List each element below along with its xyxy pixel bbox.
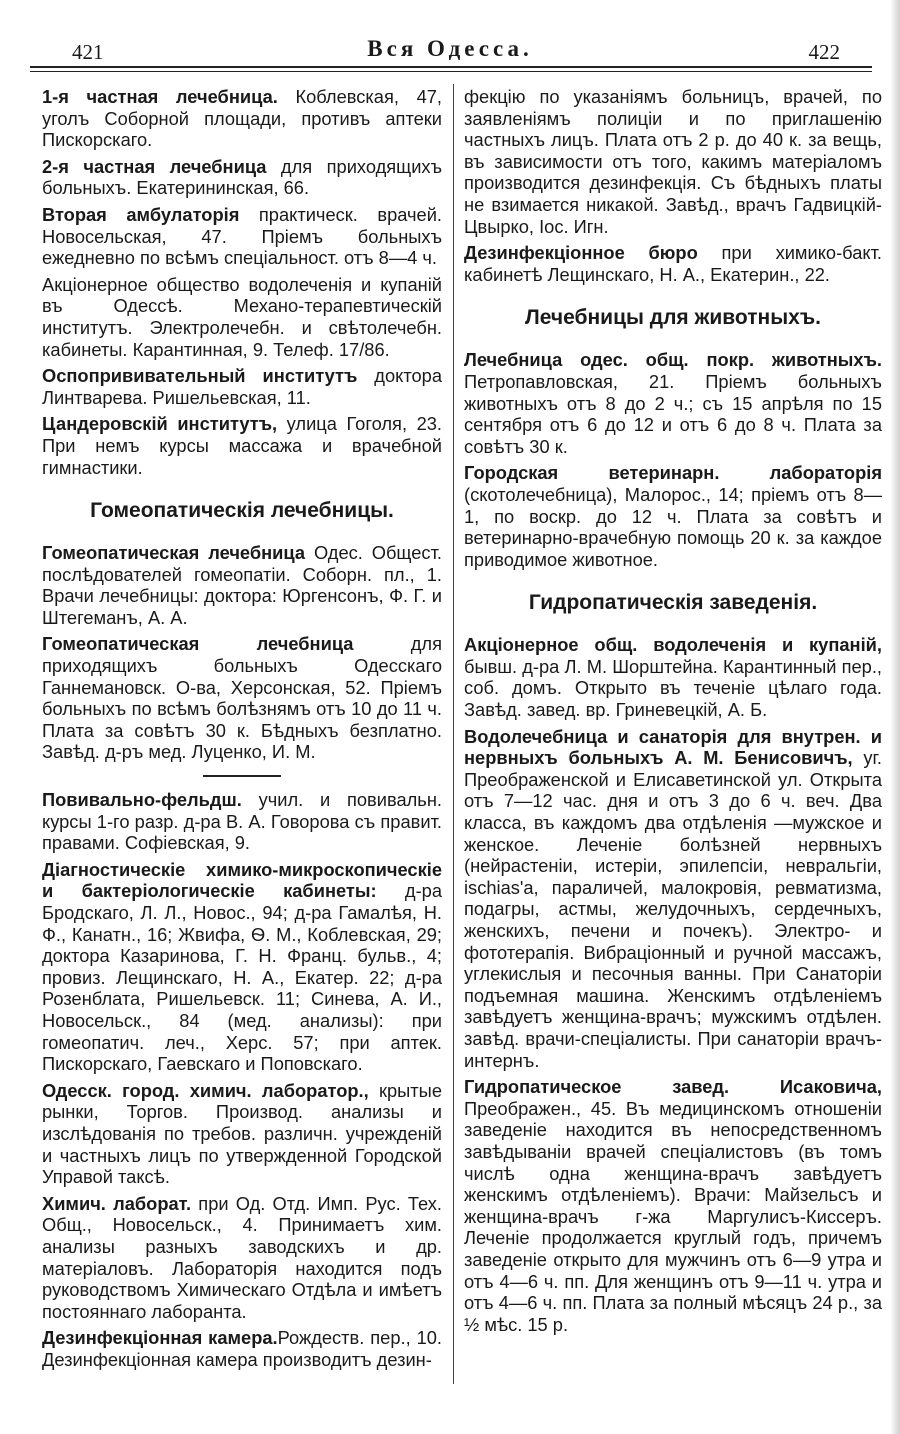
left-column [42, 86, 442, 1375]
entry-text: для приходящихъ больныхъ. Екатерининская, 66. [42, 155, 442, 199]
entry-name: Акціонерное общ. водолеченія и купаній, [464, 634, 882, 656]
entry-text: при химико-бакт. кабинетѣ Лещинскаго, Н. А., Екатерин., 22. [464, 242, 883, 285]
directory-entry [42, 156, 442, 199]
directory-entry [42, 859, 442, 1075]
entry-text: Акціонерное общество водолеченія и купаній въ Одессѣ. Механо-терапевтическій институтъ. Электролечебн. и свѣтолечебн. кабинеты. Карантинная, 9. Телеф. 17/86. [42, 273, 442, 360]
directory-entry [464, 242, 882, 285]
directory-entry [464, 726, 882, 1072]
entry-name: Дезинфекціонное бюро [464, 242, 698, 264]
entry-text: при Од. Отд. Имп. Рус. Тех. Общ., Новосельск., 4. Принимаетъ хим. анализы разныхъ заводскихъ и др. матеріаловъ. Лабораторія находится подъ руководствомъ Химическаго Отдѣла и имѣетъ постояннаго лаборанта. [42, 1192, 442, 1322]
entry-name: Вторая амбулаторія [42, 203, 240, 225]
directory-entry [42, 365, 442, 408]
directory-entry [42, 413, 442, 478]
directory-entry [464, 86, 882, 237]
page-number-right: 422 [808, 40, 840, 64]
entry-name: 1-я частная лечебница. [42, 86, 278, 107]
header-rule-thin [30, 71, 872, 72]
section-separator [203, 775, 281, 777]
directory-entry [42, 86, 442, 151]
entry-text: доктора Линтварева. Ришельевская, 11. [42, 365, 442, 408]
page-number-left: 421 [72, 40, 104, 64]
entry-name: Дезинфекціонная камера. [42, 1327, 278, 1349]
entries-group [464, 86, 882, 285]
entry-name: Химич. лаборат. [42, 1192, 192, 1214]
entry-name: Водолечебница и санаторія для внутрен. и нервныхъ больныхъ А. М. Бенисовичъ, [464, 725, 882, 769]
entry-text: уг. Преображенской и Елисаветинской ул. Открыта отъ 7—12 час. дня и отъ 3 до 6 ч. веч. Два класса, въ каждомъ два отдѣленія —мужское и женское. Леченіе болѣзней нервныхъ (нейрастеніи, истеріи, эпилепсіи, невральгіи, ischias'а, параличей, малокровія, ревматизма, подагры, астмы, желудочныхъ, сердечныхъ, женскихъ, печени и почекъ). Электро- и фототерапія. Вибраціонный и ручной массажъ, углекислыя и песочныя ванны. При Санаторіи подъемная машина. Женскимъ отдѣленіемъ завѣдуетъ женщина-врачъ; мужскимъ отдѣлен. завѣд. врачи-спеціалисты. При санаторіи врачъ-интернъ. [464, 747, 883, 1071]
entries-group [42, 86, 442, 478]
directory-entry [42, 633, 442, 763]
entry-name: Оспопрививательный институтъ [42, 365, 358, 387]
entry-text: учил. и повивальн. курсы 1-го разр. д-ра В. А. Говорова съ правит. правами. Софіевская, 9. [42, 789, 442, 854]
entry-text: Рождеств. пер., 10. Дезинфекціонная камера производитъ дезин- [42, 1327, 442, 1370]
entries-group [464, 634, 882, 1335]
directory-entry [42, 1327, 442, 1370]
entry-text: Преображен., 45. Въ медицинскомъ отношеніи заведеніе находится въ непосредственномъ завѣдываніи врачей спеціалистовъ (въ томъ числѣ одна женщина-врачъ завѣдуетъ женскимъ отдѣленіемъ). Врачи: Майзельсъ и женщина-врачъ г-жа Маргулисъ-Киссеръ. Леченіе продолжается круглый годъ, причемъ заведеніе открыто для мужчинъ отъ 6—9 утра и отъ 4—6 ч. пп. Для женщинъ отъ 9—11 ч. утра и отъ 4—6 ч. пп. Плата за полный мѣсяцъ 24 р., за ½ мѣс. 15 р. [464, 1097, 882, 1335]
directory-entry [42, 789, 442, 854]
entry-text: фекцію по указаніямъ больницъ, врачей, по заявленіямъ полиціи и по приглашенію частныхъ лицъ. Плата отъ 2 р. до 40 к. за вещь, въ зависимости отъ того, какимъ матеріаломъ производится дезинфекція. Съ бѣдныхъ платы не взимается никакой. Завѣд., врачъ Гадвицкій-Цвырко, Іос. Игн. [464, 86, 882, 237]
entry-name: Повивально-фельдш. [42, 789, 242, 811]
entry-text: Одес. Общест. послѣдователей гомеопатіи. Соборн. пл., 1. Врачи лечебницы: доктора: Юргенсонъ, Ф. Г. и Штегеманъ, А. А. [42, 542, 442, 628]
directory-entry [42, 274, 442, 360]
directory-entry [42, 542, 442, 628]
directory-entry [42, 1193, 442, 1323]
running-title: Вся Одесса. [367, 36, 533, 61]
entry-name: 2-я частная лечебница [42, 155, 267, 177]
entry-text: Коблевская, 47, уголъ Соборной площади, противъ аптеки Пискорскаго. [42, 86, 442, 151]
section-heading-hydropathic: Гидропатическія заведенія. [528, 591, 818, 615]
entries-group [42, 542, 442, 763]
entry-name: Цандеровскій институтъ, [42, 413, 278, 435]
entry-name: Городская ветеринарн. лабораторія [464, 462, 882, 484]
directory-entry [464, 349, 882, 457]
entries-group [464, 349, 882, 570]
column-divider [453, 84, 454, 1384]
directory-entry [464, 634, 882, 720]
entry-name: Діагностическіе химико-микроскопическіе и бактеріологическіе кабинеты: [42, 858, 442, 902]
entry-text: крытые рынки, Торгов. Производ. анализы и изслѣдованія по требов. различн. учрежденій и частныхъ лицъ по утвержденной Городской Управой таксѣ. [42, 1079, 442, 1188]
directory-entry [464, 462, 882, 570]
page-header [30, 34, 870, 70]
right-column [464, 86, 882, 1340]
entry-text: улица Гоголя, 23. При немъ курсы массажа и врачебной гимнастики. [42, 413, 442, 478]
entry-name: Одесск. город. химич. лаборатор., [42, 1079, 369, 1101]
entry-name: Лечебница одес. общ. покр. животныхъ. [464, 349, 882, 371]
header-rule-thick [30, 66, 872, 68]
entries-group [42, 789, 442, 1370]
entry-text: (скотолечебница), Малорос., 14; пріемъ отъ 8—1, по воскр. до 12 ч. Плата за совѣтъ и ветеринарно-врачебную помощь 20 к. за каждое приводимое животное. [464, 483, 882, 570]
entry-name: Гомеопатическая лечебница [42, 542, 306, 564]
entry-name: Гомеопатическая лечебница [42, 633, 354, 655]
entry-text: д-ра Бродскаго, Л. Л., Новос., 94; д-ра Гамалѣя, Н. Ф., Канатн., 16; Жвифа, Ѳ. М., Коблевская, 29; доктора Казаринова, Г. Н. Франц. бульв., 4; провиз. Лещинскаго, Н. А., Екатер. 22; д-ра Розенблата, Ришельевск. 11; Синева, А. И., Новосельск., 84 (мед. анализы): при гомеопатич. леч., Херс. 57; при аптек. Пискорскаго, Гаевскаго и Поповскаго. [42, 880, 443, 1075]
entry-text: Петропавловская, 21. Пріемъ больныхъ животныхъ отъ 8 до 2 ч.; съ 15 апрѣля по 15 сентября отъ 6 до 12 и отъ 6 до 8 ч. Плата за совѣтъ 30 к. [464, 370, 882, 457]
directory-entry [42, 1080, 442, 1188]
section-heading-homeopathic: Гомеопатическія лечебницы. [90, 499, 394, 523]
entry-text: бывш. д-ра Л. М. Шорштейна. Карантинный пер., соб. домъ. Открыто въ теченіе цѣлаго года. Завѣд. завед. вр. Гриневецкій, А. Б. [464, 655, 882, 721]
directory-entry [464, 1076, 882, 1335]
section-heading-animals: Лечебницы для животныхъ. [525, 306, 821, 330]
entry-text: для приходящихъ больныхъ Одесскаго Ганнемановск. О-ва, Херсонская, 52. Пріемъ больныхъ по всѣмъ болѣзнямъ отъ 10 до 11 ч. Плата за совѣтъ 30 к. Бѣдныхъ безплатно. Завѣд. д-ръ мед. Луценко, И. М. [42, 633, 442, 763]
entry-name: Гидропатическое завед. Исаковича, [464, 1076, 882, 1098]
directory-entry [42, 204, 442, 269]
entry-text: практическ. врачей. Новосельская, 47. Пріемъ больныхъ ежедневно по всѣмъ спеціальност. отъ 8—4 ч. [42, 203, 442, 269]
page-edge-shadow [890, 0, 900, 1434]
